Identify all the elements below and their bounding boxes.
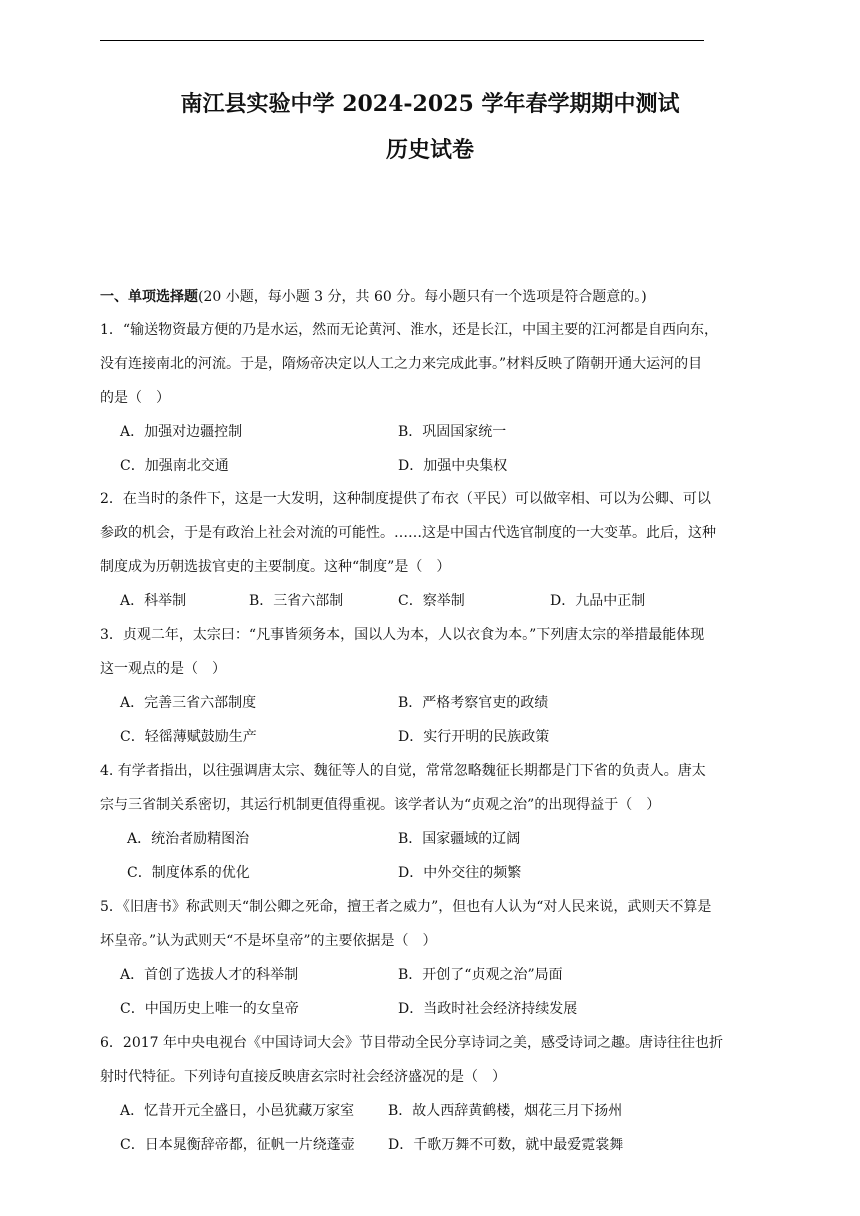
- question-5-stem-line: 5．《旧唐书》称武则天“制公卿之死命，擅王者之威力”，但也有人认为“对人民来说，武则天不算是: [100, 899, 712, 915]
- section-label: 一、单项选择题: [100, 289, 198, 305]
- question-6-stem-line: 射时代特征。下列诗句直接反映唐玄宗时社会经济盛况的是（ ）: [100, 1069, 506, 1085]
- question-6-option-d[interactable]: D．千歌万舞不可数，就中最爱霓裳舞: [388, 1137, 624, 1153]
- question-5-option-a[interactable]: A．首创了选拔人才的科举制: [120, 967, 299, 983]
- question-3-option-d[interactable]: D．实行开明的民族政策: [398, 729, 550, 745]
- question-3-stem-line: 3．贞观二年，太宗曰：“凡事皆须务本，国以人为本，人以衣食为本。”下列唐太宗的举措最能体现: [100, 627, 705, 643]
- question-3-option-a[interactable]: A．完善三省六部制度: [120, 695, 257, 711]
- question-5-stem-line: 坏皇帝。”认为武则天“不是坏皇帝”的主要依据是（ ）: [100, 933, 437, 949]
- question-2-stem-line: 参政的机会，于是有政治上社会对流的可能性。……这是中国古代选官制度的一大变革。此后，这种: [100, 525, 716, 541]
- question-2-option-d[interactable]: D．九品中正制: [550, 593, 646, 609]
- question-2-option-a[interactable]: A．科举制: [120, 593, 187, 609]
- question-4-option-c[interactable]: C．制度体系的优化: [127, 865, 250, 881]
- question-1-option-a[interactable]: A．加强对边疆控制: [120, 424, 243, 440]
- question-3-option-c[interactable]: C．轻徭薄赋鼓励生产: [120, 729, 257, 745]
- question-3-stem-line: 这一观点的是（ ）: [100, 661, 226, 677]
- question-4-stem-line: 宗与三省制关系密切，其运行机制更值得重视。该学者认为“贞观之治”的出现得益于（ ）: [100, 797, 661, 813]
- question-4-option-d[interactable]: D．中外交往的频繁: [398, 865, 522, 881]
- question-5-option-c[interactable]: C．中国历史上唯一的女皇帝: [120, 1001, 299, 1017]
- question-2-option-c[interactable]: C．察举制: [398, 593, 465, 609]
- question-1-stem-line: 1．“输送物资最方便的乃是水运，然而无论黄河、淮水，还是长江，中国主要的江河都是自西向东，: [100, 322, 719, 338]
- question-4-option-a[interactable]: A．统治者励精图治: [127, 831, 250, 847]
- question-1-stem-line: 没有连接南北的河流。于是，隋炀帝决定以人工之力来完成此事。”材料反映了隋朝开通大运河的目: [100, 356, 703, 372]
- question-3-option-b[interactable]: B．严格考察官吏的政绩: [398, 695, 549, 711]
- question-1-stem-line: 的是（ ）: [100, 390, 170, 406]
- question-6-option-a[interactable]: A．忆昔开元全盛日，小邑犹藏万家室: [120, 1103, 355, 1119]
- question-6-option-b[interactable]: B．故人西辞黄鹤楼，烟花三月下扬州: [388, 1103, 623, 1119]
- question-6-option-c[interactable]: C．日本晁衡辞帝都，征帆一片绕蓬壶: [120, 1137, 355, 1153]
- section-heading: [100, 287, 766, 307]
- question-2-stem-line: 制度成为历朝选拔官吏的主要制度。这种“制度”是（ ）: [100, 559, 451, 575]
- question-1-option-d[interactable]: D．加强中央集权: [398, 458, 508, 474]
- question-4-stem-line: 4. 有学者指出，以往强调唐太宗、魏征等人的自觉，常常忽略魏征长期都是门下省的负责人。唐太: [100, 763, 706, 779]
- section-note: (20 小题，每小题 3 分，共 60 分。每小题只有一个选项是符合题意的。): [198, 289, 647, 305]
- exam-title: 南江县实验中学 2024-2025 学年春学期期中测试: [180, 91, 680, 117]
- question-5-option-d[interactable]: D．当政时社会经济持续发展: [398, 1001, 578, 1017]
- question-1-option-b[interactable]: B．巩固国家统一: [398, 424, 507, 440]
- question-2-option-b[interactable]: B．三省六部制: [249, 593, 344, 609]
- question-6-stem-line: 6．2017 年中央电视台《中国诗词大会》节目带动全民分享诗词之美，感受诗词之趣。唐诗往往也折: [100, 1035, 723, 1051]
- question-2-stem-line: 2．在当时的条件下，这是一大发明，这种制度提供了布衣（平民）可以做宰相、可以为公卿、可以: [100, 491, 711, 507]
- question-5-option-b[interactable]: B．开创了“贞观之治”局面: [398, 967, 563, 983]
- question-1-option-c[interactable]: C．加强南北交通: [120, 458, 229, 474]
- question-4-option-b[interactable]: B．国家疆域的辽阔: [398, 831, 521, 847]
- exam-subtitle: 历史试卷: [385, 137, 474, 163]
- header-rule: [100, 40, 704, 41]
